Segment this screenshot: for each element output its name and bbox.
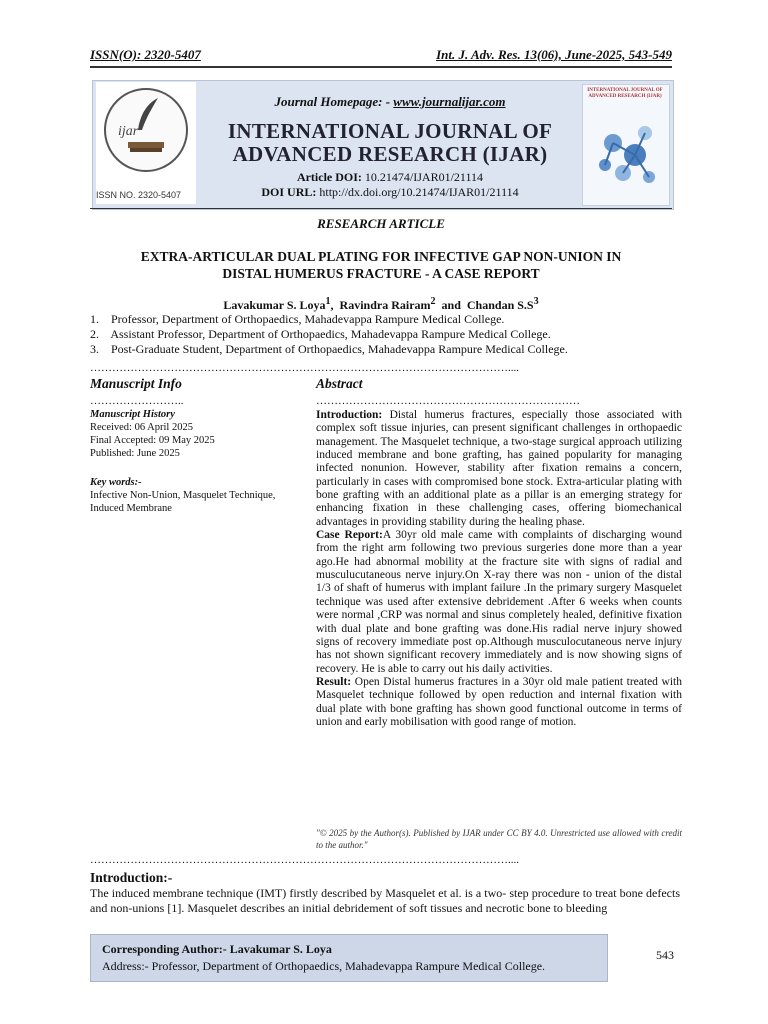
published-date: Published: June 2025 [90,448,180,459]
author-name: Lavakumar S. Loya [223,298,326,312]
author-affil-sup: 2 [430,296,436,307]
history-label: Manuscript History [90,409,175,420]
author-name: Ravindra Rairam [339,298,431,312]
abstract-case-text: A 30yr old male came with complaints of discharging wound from the right arm following two previous surgeries done more than a year ago.He had abnormal mobility at the fracture site with signs of radial and musculucutaneous nerve injury.On X-ray there was non - union of the distal 1/3 of shaft of humerus with implant failure .In the primary surgery Masquelet technique was used after extensive debridement .After 6 weeks when counts were normal ,CRP was normal and sinus completely healed, definitive fixation with dual plate and bone grafting was done.His radial nerve injury showed signs of recovery immediate post op.Although musculocutaneous nerve injury has not shown significant recovery immediately and is now showing signs of recovery. He is able to carry out his daily activities. [316,529,682,675]
doi-url-link[interactable]: http://dx.doi.org/10.21474/IJAR01/21114 [316,185,519,199]
article-title-line1: EXTRA-ARTICULAR DUAL PLATING FOR INFECTIVE GAP NON-UNION IN [140,249,622,264]
abstract-case-label: Case Report: [316,529,383,542]
abstract-introduction [316,409,682,529]
journal-title-line2: ADVANCED RESEARCH (IJAR) [232,142,548,166]
journal-homepage [200,94,580,110]
abstract-result [316,676,682,729]
author-list [90,296,672,313]
issn-text: ISSN(O): 2320-5407 [90,47,201,62]
article-doi: 10.21474/IJAR01/21114 [361,170,484,184]
article-title [90,248,672,282]
running-header [90,47,672,63]
dotted-separator: …………………………………………………………………………………………………….... [90,854,519,866]
author-affil-sup: 3 [533,296,539,307]
abstract-body [316,409,682,729]
accepted-date: Final Accepted: 09 May 2025 [90,435,215,446]
citation-text: Int. J. Adv. Res. 13(06), June-2025, 543-549 [436,47,672,62]
introduction-heading: Introduction:- [90,870,173,885]
journal-title-line1: INTERNATIONAL JOURNAL OF [227,119,553,143]
author-separator: , [330,298,340,312]
cover-title: INTERNATIONAL JOURNAL OF ADVANCED RESEARCH (IJAR) [587,88,663,99]
article-type: RESEARCH ARTICLE [317,216,445,231]
abstract-result-text: Open Distal humerus fractures in a 30yr old male patient treated with Masquelet technique followed by open reduction and internal fixation with dual plate with bone grafting has shown good functional outcome in terms of union and early mobilisation with good range of motion. [316,675,682,728]
abstract-case-report [316,529,682,676]
article-doi-label: Article DOI: [296,170,362,184]
homepage-link[interactable]: www.journalijar.com [393,94,506,109]
header-rule [90,66,672,68]
introduction-text: The induced membrane technique (IMT) firstly described by Masquelet et al. is a two- step procedure to treat bone defects and non-unions [1]. Masquelet describes an initial debridement of soft tissues and necrotic bone to bleeding [90,886,680,915]
abstract-result-label: Result: [316,675,352,688]
dotted-separator: …………………………………………………………………………………………………….... [90,362,519,374]
doi-block [200,170,580,200]
homepage-label: Journal Homepage: - [274,94,394,109]
dotted-separator: …………………….. [90,395,184,407]
affiliation-item: 1. Professor, Department of Orthopaedics, Mahadevappa Rampure Medical College. [90,312,505,326]
abstract-intro-label: Introduction: [316,409,383,421]
manuscript-info-heading: Manuscript Info [90,376,182,391]
abstract-intro-text: Distal humerus fractures, especially those associated with complex soft tissue injuries, can present significant challenges in orthopaedic management. The Masquelet technique, a two-stage surgical approach utilizing induced membrane and bone grafting, has gained popularity for managing infected nonunion. However, stability after fixation remains a concern, particularly in cases with compromised bone stock. Extra-articular plating with bone grafting with an additional plate as a pillar is an emerging strategy for enhancing fixation in these challenging cases, offering biomechanical advantages in providing stability during the healing phase. [316,409,682,528]
article-title-line2: DISTAL HUMERUS FRACTURE - A CASE REPORT [222,266,540,281]
dotted-separator: ……………………………………………………………… [316,395,580,407]
affiliation-list [90,312,672,357]
corresponding-author [102,941,602,975]
received-date: Received: 06 April 2025 [90,422,193,433]
journal-cover-thumbnail [582,84,670,206]
author-name: Chandan S.S [466,298,534,312]
logo-issn: ISSN NO. 2320-5407 [96,190,182,200]
corresponding-address: Address:- Professor, Department of Orthopaedics, Mahadevappa Rampure Medical College. [102,959,546,973]
author-affil-sup: 1 [325,296,331,307]
keywords-label: Key words:- [90,477,142,488]
molecule-icon [583,85,669,205]
abstract-heading: Abstract [316,376,363,391]
author-separator: and [435,298,467,312]
copyright-notice: "© 2025 by the Author(s). Published by IJAR under CC BY 4.0. Unrestricted use allowed with credit to the author." [316,828,682,850]
journal-logo [104,88,188,172]
affiliation-item: 2. Assistant Professor, Department of Orthopaedics, Mahadevappa Rampure Medical College. [90,327,551,341]
corresponding-author-label: Corresponding Author:- Lavakumar S. Loya [102,942,332,956]
banner-rule [90,208,672,209]
page-number: 543 [656,948,674,962]
affiliation-item: 3. Post-Graduate Student, Department of Orthopaedics, Mahadevappa Rampure Medical College. [90,342,568,356]
doi-url-label: DOI URL: [261,185,317,199]
journal-title [200,120,580,166]
manuscript-info [90,408,300,515]
keywords-text: Infective Non-Union, Masquelet Technique, Induced Membrane [90,490,276,514]
logo-text: ijar [118,124,139,139]
